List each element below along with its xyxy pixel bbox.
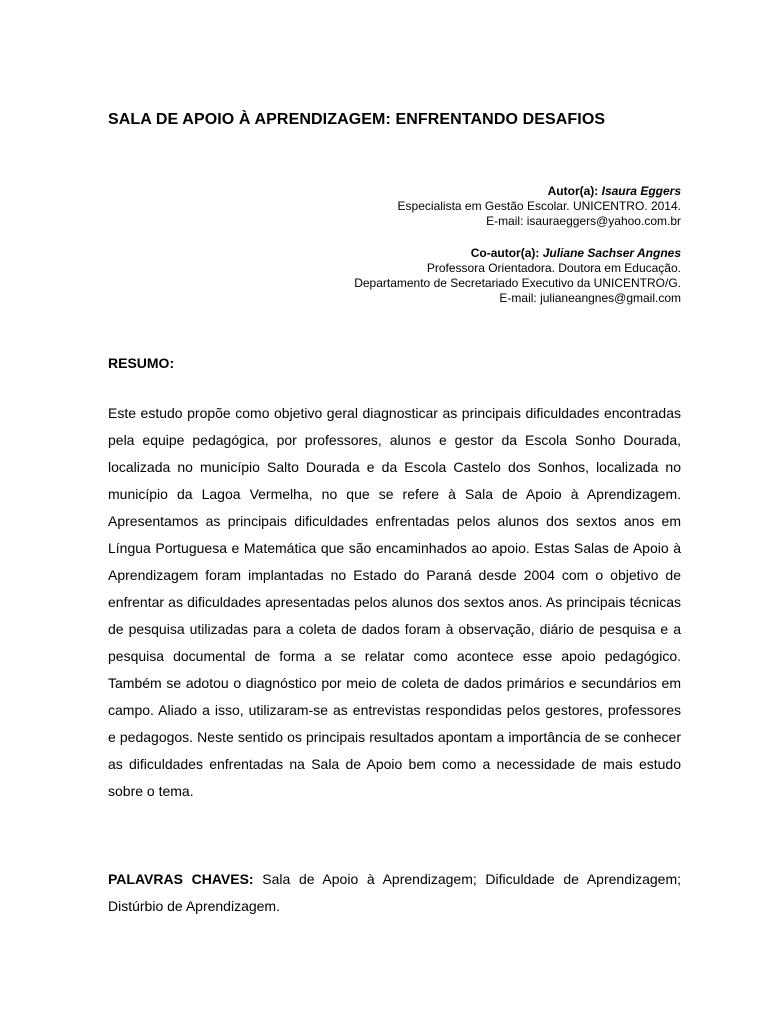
author-block (300, 184, 681, 229)
coauthor-line (300, 246, 681, 261)
coauthor-block (300, 246, 681, 306)
abstract-text: Este estudo propõe como objetivo geral diagnosticar as principais dificuldades encontradas pela equipe pedagógica, por professores, alunos e gestor da Escola Sonho Dourada, localizada no município Salto Dourada e da Escola Castelo dos Sonhos, localizada no município da Lagoa Vermelha, no que se refere à Sala de Apoio à Aprendizagem. Apresentamos as principais dificuldades enfrentadas pelos alunos dos sextos anos em Língua Portuguesa e Matemática que são encaminhados ao apoio. Estas Salas de Apoio à Aprendizagem foram implantadas no Estado do Paraná desde 2004 com o objetivo de enfrentar as dificuldades apresentadas pelos alunos dos sextos anos. As principais técnicas de pesquisa utilizadas para a coleta de dados foram à observação, diário de pesquisa e a pesquisa documental de forma a se relatar como acontece esse apoio pedagógico. Também se adotou o diagnóstico por meio de coleta de dados primários e secundários em campo. Aliado a isso, utilizaram-se as entrevistas respondidas pelos gestores, professores e pedagogos. Neste sentido os principais resultados apontam a importância de se conhecer as dificuldades enfrentadas na Sala de Apoio bem como a necessidade de mais estudo sobre o tema. (108, 405, 681, 799)
coauthor-label: Co-autor(a): (470, 246, 540, 260)
abstract-heading: RESUMO: (108, 355, 175, 371)
keywords-text: Sala de Apoio à Aprendizagem; Dificuldade de Aprendizagem; Distúrbio de Aprendizagem. (108, 871, 682, 914)
coauthor-email: E-mail: julianeangnes@gmail.com (499, 291, 681, 305)
author-name: Isaura Eggers (601, 184, 681, 198)
coauthor-department: Departamento de Secretariado Executivo da UNICENTRO/G. (354, 276, 681, 290)
author-label: Autor(a): (547, 184, 599, 198)
paper-title: SALA DE APOIO À APRENDIZAGEM: ENFRENTANDO DESAFIOS (108, 111, 606, 128)
keywords-paragraph (108, 866, 681, 920)
author-email: E-mail: isauraeggers@yahoo.com.br (486, 214, 681, 228)
coauthor-credentials: Professora Orientadora. Doutora em Educação. (426, 261, 681, 275)
keywords-label: PALAVRAS CHAVES: (108, 871, 254, 887)
coauthor-name: Juliane Sachser Angnes (542, 246, 681, 260)
author-line (300, 184, 681, 199)
author-credentials: Especialista em Gestão Escolar. UNICENTRO. 2014. (397, 199, 681, 213)
